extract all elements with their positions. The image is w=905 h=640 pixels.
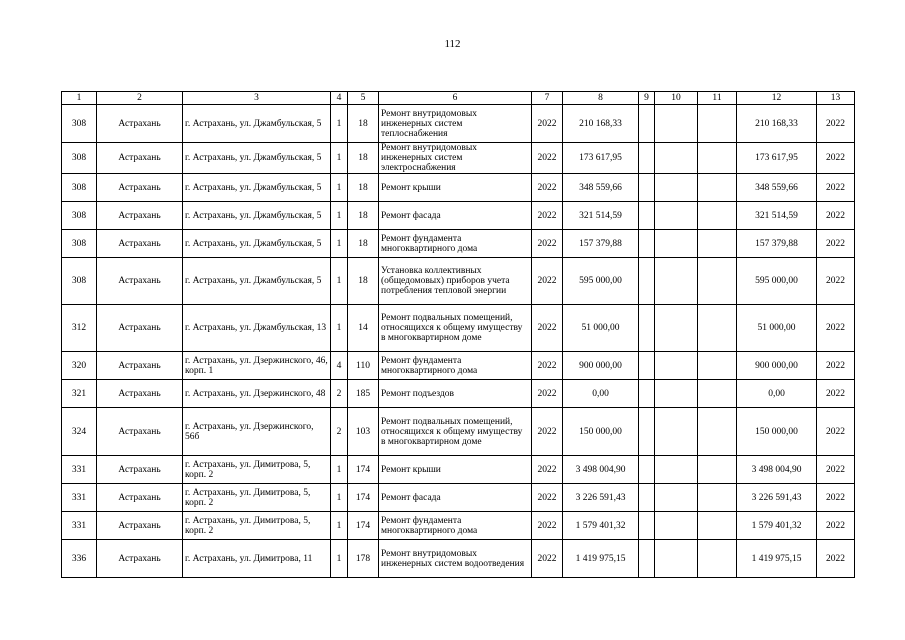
cell-col4: 1 (331, 512, 348, 540)
cell-col10 (655, 456, 698, 484)
cell-col4: 1 (331, 143, 348, 174)
cell-address: г. Астрахань, ул. Димитрова, 5, корп. 2 (183, 512, 331, 540)
cell-col11 (698, 202, 737, 230)
cell-work-type: Ремонт подъездов (379, 380, 532, 408)
cell-municipality: Астрахань (97, 380, 183, 408)
cell-work-type: Установка коллективных (общедомовых) приборов учета потребления тепловой энергии (379, 258, 532, 305)
cell-work-type: Ремонт фундамента многоквартирного дома (379, 352, 532, 380)
cell-col9 (639, 230, 655, 258)
cell-end-year: 2022 (817, 352, 855, 380)
cell-col11 (698, 352, 737, 380)
cell-address: г. Астрахань, ул. Дзержинского, 48 (183, 380, 331, 408)
cell-col11 (698, 484, 737, 512)
cell-end-year: 2022 (817, 143, 855, 174)
cell-number: 336 (62, 540, 97, 578)
column-header: 11 (698, 92, 737, 105)
cell-col11 (698, 305, 737, 352)
cell-year: 2022 (532, 456, 563, 484)
cell-col9 (639, 352, 655, 380)
cell-municipality: Астрахань (97, 143, 183, 174)
cell-number: 308 (62, 105, 97, 143)
cell-cost: 173 617,95 (563, 143, 639, 174)
cell-cost: 3 498 004,90 (563, 456, 639, 484)
cell-year: 2022 (532, 143, 563, 174)
page-number: 112 (444, 38, 461, 50)
cell-cost: 1 419 975,15 (563, 540, 639, 578)
cell-col4: 1 (331, 174, 348, 202)
cell-work-type: Ремонт крыши (379, 456, 532, 484)
cell-col11 (698, 540, 737, 578)
cell-col9 (639, 305, 655, 352)
column-header: 2 (97, 92, 183, 105)
cell-col10 (655, 258, 698, 305)
cell-address: г. Астрахань, ул. Джамбульская, 5 (183, 174, 331, 202)
cell-col9 (639, 143, 655, 174)
cell-col5: 103 (348, 408, 379, 456)
cell-year: 2022 (532, 174, 563, 202)
cell-municipality: Астрахань (97, 105, 183, 143)
cell-col4: 2 (331, 380, 348, 408)
cell-municipality: Астрахань (97, 456, 183, 484)
cell-col5: 185 (348, 380, 379, 408)
cell-col10 (655, 540, 698, 578)
table-row (62, 174, 855, 202)
column-header: 13 (817, 92, 855, 105)
cell-year: 2022 (532, 380, 563, 408)
cell-address: г. Астрахань, ул. Джамбульская, 13 (183, 305, 331, 352)
cell-address: г. Астрахань, ул. Димитрова, 11 (183, 540, 331, 578)
cell-col10 (655, 202, 698, 230)
capital-repair-table (61, 91, 855, 578)
cell-col11 (698, 380, 737, 408)
cell-address: г. Астрахань, ул. Димитрова, 5, корп. 2 (183, 456, 331, 484)
cell-number: 308 (62, 230, 97, 258)
cell-col10 (655, 105, 698, 143)
cell-total: 1 419 975,15 (737, 540, 817, 578)
cell-col10 (655, 512, 698, 540)
cell-end-year: 2022 (817, 230, 855, 258)
cell-col9 (639, 512, 655, 540)
cell-col10 (655, 174, 698, 202)
cell-col9 (639, 258, 655, 305)
cell-col4: 1 (331, 202, 348, 230)
cell-col9 (639, 408, 655, 456)
cell-work-type: Ремонт внутридомовых инженерных систем электроснабжения (379, 143, 532, 174)
cell-municipality: Астрахань (97, 512, 183, 540)
cell-col5: 178 (348, 540, 379, 578)
cell-address: г. Астрахань, ул. Дзержинского, 46, корп. 1 (183, 352, 331, 380)
cell-col4: 2 (331, 408, 348, 456)
cell-col11 (698, 174, 737, 202)
column-header: 3 (183, 92, 331, 105)
cell-col9 (639, 380, 655, 408)
cell-year: 2022 (532, 230, 563, 258)
cell-col10 (655, 305, 698, 352)
cell-number: 331 (62, 484, 97, 512)
cell-col11 (698, 456, 737, 484)
cell-end-year: 2022 (817, 512, 855, 540)
table-row (62, 305, 855, 352)
cell-address: г. Астрахань, ул. Джамбульская, 5 (183, 105, 331, 143)
cell-work-type: Ремонт внутридомовых инженерных систем водоотведения (379, 540, 532, 578)
cell-col4: 1 (331, 258, 348, 305)
cell-year: 2022 (532, 305, 563, 352)
table-row (62, 380, 855, 408)
cell-col9 (639, 174, 655, 202)
column-header: 5 (348, 92, 379, 105)
cell-number: 324 (62, 408, 97, 456)
cell-year: 2022 (532, 202, 563, 230)
table-row (62, 143, 855, 174)
cell-col9 (639, 105, 655, 143)
cell-total: 150 000,00 (737, 408, 817, 456)
cell-cost: 348 559,66 (563, 174, 639, 202)
cell-col10 (655, 408, 698, 456)
cell-col10 (655, 230, 698, 258)
cell-col4: 1 (331, 456, 348, 484)
cell-work-type: Ремонт фасада (379, 484, 532, 512)
cell-number: 308 (62, 143, 97, 174)
cell-address: г. Астрахань, ул. Джамбульская, 5 (183, 230, 331, 258)
cell-col11 (698, 230, 737, 258)
cell-municipality: Астрахань (97, 174, 183, 202)
cell-col11 (698, 105, 737, 143)
cell-col11 (698, 143, 737, 174)
cell-col11 (698, 512, 737, 540)
cell-number: 321 (62, 380, 97, 408)
cell-municipality: Астрахань (97, 540, 183, 578)
cell-municipality: Астрахань (97, 230, 183, 258)
column-header: 12 (737, 92, 817, 105)
cell-number: 312 (62, 305, 97, 352)
cell-end-year: 2022 (817, 105, 855, 143)
cell-total: 157 379,88 (737, 230, 817, 258)
table-row (62, 352, 855, 380)
cell-year: 2022 (532, 408, 563, 456)
column-header: 1 (62, 92, 97, 105)
cell-end-year: 2022 (817, 202, 855, 230)
cell-col5: 18 (348, 202, 379, 230)
cell-total: 51 000,00 (737, 305, 817, 352)
cell-end-year: 2022 (817, 258, 855, 305)
cell-number: 308 (62, 258, 97, 305)
cell-col5: 18 (348, 258, 379, 305)
table-row (62, 540, 855, 578)
cell-total: 0,00 (737, 380, 817, 408)
cell-total: 3 498 004,90 (737, 456, 817, 484)
cell-total: 173 617,95 (737, 143, 817, 174)
cell-address: г. Астрахань, ул. Дзержинского, 56б (183, 408, 331, 456)
cell-end-year: 2022 (817, 540, 855, 578)
cell-work-type: Ремонт фундамента многоквартирного дома (379, 230, 532, 258)
cell-total: 595 000,00 (737, 258, 817, 305)
cell-col11 (698, 258, 737, 305)
cell-end-year: 2022 (817, 408, 855, 456)
cell-col4: 1 (331, 105, 348, 143)
cell-col4: 4 (331, 352, 348, 380)
cell-col5: 18 (348, 143, 379, 174)
cell-total: 321 514,59 (737, 202, 817, 230)
column-header: 4 (331, 92, 348, 105)
cell-cost: 51 000,00 (563, 305, 639, 352)
column-number-row (62, 92, 855, 105)
cell-end-year: 2022 (817, 456, 855, 484)
cell-col5: 14 (348, 305, 379, 352)
cell-col10 (655, 143, 698, 174)
cell-year: 2022 (532, 512, 563, 540)
cell-end-year: 2022 (817, 305, 855, 352)
cell-col10 (655, 484, 698, 512)
table-row (62, 202, 855, 230)
cell-work-type: Ремонт крыши (379, 174, 532, 202)
cell-col5: 18 (348, 174, 379, 202)
cell-col10 (655, 380, 698, 408)
cell-col4: 1 (331, 305, 348, 352)
cell-cost: 157 379,88 (563, 230, 639, 258)
table-row (62, 484, 855, 512)
cell-municipality: Астрахань (97, 408, 183, 456)
cell-col5: 110 (348, 352, 379, 380)
cell-year: 2022 (532, 352, 563, 380)
column-header: 6 (379, 92, 532, 105)
cell-work-type: Ремонт фундамента многоквартирного дома (379, 512, 532, 540)
table-row (62, 105, 855, 143)
cell-municipality: Астрахань (97, 352, 183, 380)
cell-cost: 595 000,00 (563, 258, 639, 305)
cell-total: 210 168,33 (737, 105, 817, 143)
cell-municipality: Астрахань (97, 484, 183, 512)
cell-col9 (639, 540, 655, 578)
table-row (62, 258, 855, 305)
column-header: 8 (563, 92, 639, 105)
cell-municipality: Астрахань (97, 258, 183, 305)
cell-end-year: 2022 (817, 484, 855, 512)
cell-address: г. Астрахань, ул. Джамбульская, 5 (183, 143, 331, 174)
table-row (62, 230, 855, 258)
cell-col5: 174 (348, 484, 379, 512)
column-header: 7 (532, 92, 563, 105)
cell-year: 2022 (532, 540, 563, 578)
cell-col5: 174 (348, 512, 379, 540)
cell-col4: 1 (331, 484, 348, 512)
cell-cost: 150 000,00 (563, 408, 639, 456)
table-row (62, 408, 855, 456)
cell-year: 2022 (532, 484, 563, 512)
cell-cost: 321 514,59 (563, 202, 639, 230)
cell-cost: 210 168,33 (563, 105, 639, 143)
cell-col10 (655, 352, 698, 380)
cell-year: 2022 (532, 105, 563, 143)
cell-col4: 1 (331, 540, 348, 578)
cell-cost: 0,00 (563, 380, 639, 408)
cell-address: г. Астрахань, ул. Димитрова, 5, корп. 2 (183, 484, 331, 512)
table-row (62, 456, 855, 484)
cell-col5: 18 (348, 105, 379, 143)
cell-number: 320 (62, 352, 97, 380)
cell-number: 308 (62, 202, 97, 230)
cell-number: 331 (62, 456, 97, 484)
cell-municipality: Астрахань (97, 305, 183, 352)
cell-year: 2022 (532, 258, 563, 305)
cell-work-type: Ремонт подвальных помещений, относящихся к общему имуществу в многоквартирном доме (379, 305, 532, 352)
cell-work-type: Ремонт подвальных помещений, относящихся к общему имуществу в многоквартирном доме (379, 408, 532, 456)
cell-municipality: Астрахань (97, 202, 183, 230)
cell-col5: 18 (348, 230, 379, 258)
cell-cost: 3 226 591,43 (563, 484, 639, 512)
cell-total: 348 559,66 (737, 174, 817, 202)
cell-total: 1 579 401,32 (737, 512, 817, 540)
cell-address: г. Астрахань, ул. Джамбульская, 5 (183, 258, 331, 305)
cell-col9 (639, 456, 655, 484)
cell-number: 331 (62, 512, 97, 540)
cell-col5: 174 (348, 456, 379, 484)
cell-total: 3 226 591,43 (737, 484, 817, 512)
table-row (62, 512, 855, 540)
cell-end-year: 2022 (817, 380, 855, 408)
cell-col11 (698, 408, 737, 456)
cell-col9 (639, 202, 655, 230)
cell-number: 308 (62, 174, 97, 202)
cell-cost: 900 000,00 (563, 352, 639, 380)
cell-end-year: 2022 (817, 174, 855, 202)
cell-work-type: Ремонт внутридомовых инженерных систем теплоснабжения (379, 105, 532, 143)
column-header: 9 (639, 92, 655, 105)
cell-total: 900 000,00 (737, 352, 817, 380)
cell-col4: 1 (331, 230, 348, 258)
cell-work-type: Ремонт фасада (379, 202, 532, 230)
cell-cost: 1 579 401,32 (563, 512, 639, 540)
column-header: 10 (655, 92, 698, 105)
cell-address: г. Астрахань, ул. Джамбульская, 5 (183, 202, 331, 230)
cell-col9 (639, 484, 655, 512)
